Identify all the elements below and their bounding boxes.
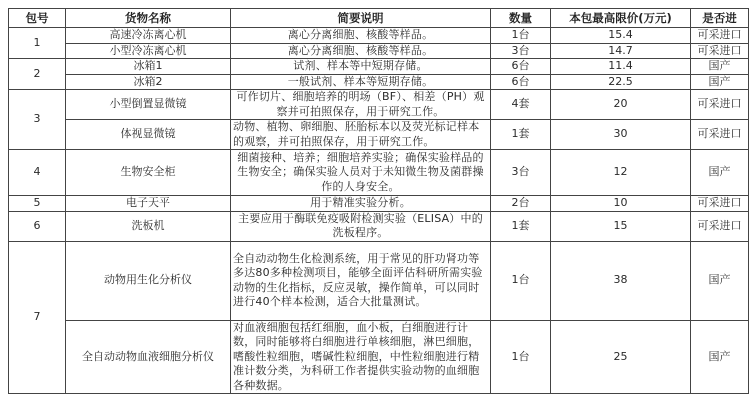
description-cell: 试剂、样本等中短期存储。	[231, 59, 491, 75]
quantity-cell: 4套	[491, 90, 551, 120]
table-row	[9, 150, 749, 196]
quantity-cell: 1台	[491, 28, 551, 44]
import-cell: 可采进口	[691, 28, 749, 44]
description-cell: 动物、植物、卵细胞、胚胎标本以及荧光标记样本的观察，并可拍照保存，用于研究工作。	[231, 120, 491, 150]
price-cell: 14.7	[551, 43, 691, 59]
table-row	[9, 211, 749, 241]
import-cell: 可采进口	[691, 196, 749, 212]
import-cell: 国产	[691, 59, 749, 75]
import-cell: 可采进口	[691, 211, 749, 241]
description-cell: 用于精准实验分析。	[231, 196, 491, 212]
import-cell: 国产	[691, 74, 749, 90]
item-name-cell: 冰箱1	[66, 59, 231, 75]
item-name-cell: 生物安全柜	[66, 150, 231, 196]
package-no-cell: 2	[9, 59, 66, 90]
package-no-cell: 4	[9, 150, 66, 196]
item-name-cell: 洗板机	[66, 211, 231, 241]
table-row	[9, 59, 749, 75]
description-cell: 主要应用于酶联免疫吸附检测实验（ELISA）中的洗板程序。	[231, 211, 491, 241]
table-row	[9, 241, 749, 320]
import-cell: 国产	[691, 241, 749, 320]
header-max-price: 本包最高限价(万元)	[551, 9, 691, 28]
quantity-cell: 2台	[491, 196, 551, 212]
price-cell: 15.4	[551, 28, 691, 44]
quantity-cell: 1台	[491, 320, 551, 394]
price-cell: 38	[551, 241, 691, 320]
import-cell: 国产	[691, 320, 749, 394]
header-item-name: 货物名称	[66, 9, 231, 28]
package-no-cell: 7	[9, 241, 66, 394]
header-row	[9, 9, 749, 28]
import-cell: 可采进口	[691, 43, 749, 59]
table-row	[9, 28, 749, 44]
package-no-cell: 1	[9, 28, 66, 59]
description-cell: 离心分离细胞、核酸等样品。	[231, 43, 491, 59]
quantity-cell: 3台	[491, 43, 551, 59]
description-cell: 对血液细胞包括红细胞，血小板，白细胞进行计数，同时能够将白细胞进行单核细胞，淋巴细胞，嗜酸性粒细胞，嗜碱性粒细胞，中性粒细胞进行精准计数分类，为科研工作者提供实验动物的血细胞各种数据。	[231, 320, 491, 394]
price-cell: 12	[551, 150, 691, 196]
package-no-cell: 3	[9, 90, 66, 150]
description-cell: 离心分离细胞、核酸等样品。	[231, 28, 491, 44]
package-no-cell: 5	[9, 196, 66, 212]
table-row	[9, 120, 749, 150]
quantity-cell: 6台	[491, 59, 551, 75]
table-row	[9, 320, 749, 394]
description-cell: 可作切片、细胞培养的明场（BF）、相差（PH）观察并可拍照保存，用于研究工作。	[231, 90, 491, 120]
import-cell: 国产	[691, 150, 749, 196]
item-name-cell: 电子天平	[66, 196, 231, 212]
price-cell: 10	[551, 196, 691, 212]
quantity-cell: 3台	[491, 150, 551, 196]
header-package-no: 包号	[9, 9, 66, 28]
table-row	[9, 43, 749, 59]
item-name-cell: 高速冷冻离心机	[66, 28, 231, 44]
import-cell: 可采进口	[691, 90, 749, 120]
procurement-table	[8, 8, 749, 394]
header-description: 简要说明	[231, 9, 491, 28]
item-name-cell: 小型冷冻离心机	[66, 43, 231, 59]
table-row	[9, 74, 749, 90]
price-cell: 22.5	[551, 74, 691, 90]
quantity-cell: 1套	[491, 120, 551, 150]
price-cell: 11.4	[551, 59, 691, 75]
price-cell: 20	[551, 90, 691, 120]
description-cell: 全自动动物生化检测系统，用于常见的肝功肾功等多达80多种检测项目，能够全面评估科研所需实验动物的生化指标，反应灵敏，操作简单，可以同时进行40个样本检测，适合大批量测试。	[231, 241, 491, 320]
price-cell: 15	[551, 211, 691, 241]
import-cell: 可采进口	[691, 120, 749, 150]
table-row	[9, 90, 749, 120]
quantity-cell: 1套	[491, 211, 551, 241]
item-name-cell: 冰箱2	[66, 74, 231, 90]
item-name-cell: 全自动动物血液细胞分析仪	[66, 320, 231, 394]
item-name-cell: 体视显微镜	[66, 120, 231, 150]
header-quantity: 数量	[491, 9, 551, 28]
price-cell: 30	[551, 120, 691, 150]
package-no-cell: 6	[9, 211, 66, 241]
description-cell: 细菌接种、培养；细胞培养实验；确保实验样品的生物安全；确保实验人员对于未知微生物及菌群操作的人身安全。	[231, 150, 491, 196]
table-row	[9, 196, 749, 212]
item-name-cell: 小型倒置显微镜	[66, 90, 231, 120]
quantity-cell: 6台	[491, 74, 551, 90]
description-cell: 一般试剂、样本等短期存储。	[231, 74, 491, 90]
item-name-cell: 动物用生化分析仪	[66, 241, 231, 320]
header-import: 是否进	[691, 9, 749, 28]
quantity-cell: 1台	[491, 241, 551, 320]
price-cell: 25	[551, 320, 691, 394]
